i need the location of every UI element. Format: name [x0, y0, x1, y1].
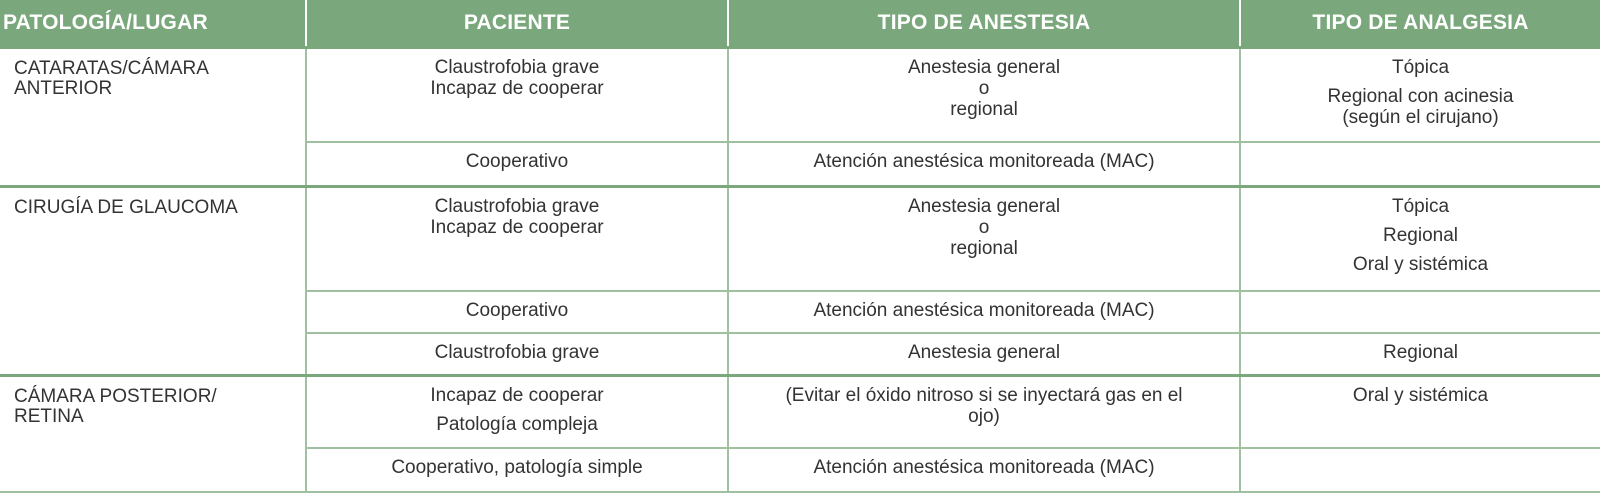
analgesia-line: Oral y sistémica: [1352, 385, 1489, 406]
analgesia-line: Regional: [1383, 342, 1458, 363]
pathology-line: ANTERIOR: [14, 78, 113, 99]
anesthesia-line: ojo): [968, 406, 1000, 427]
analgesia-cell: [1240, 291, 1600, 333]
header-anesthesia-type: TIPO DE ANESTESIA: [728, 0, 1240, 48]
analgesia-cell: [1240, 333, 1600, 376]
pathology-cell: [0, 48, 306, 187]
patient-line: Patología compleja: [436, 414, 598, 435]
patient-cell: [306, 448, 728, 492]
analgesia-cell: [1240, 187, 1600, 292]
patient-line: Claustrofobia grave: [434, 57, 600, 78]
analgesia-line: Tópica: [1391, 57, 1450, 78]
anesthesia-line: o: [978, 78, 990, 99]
anesthesia-line: Anestesia general: [907, 342, 1061, 363]
patient-cell: [306, 142, 728, 187]
pathology-cell: [0, 376, 306, 493]
analgesia-line: Regional: [1383, 225, 1458, 246]
table-row: [0, 187, 1600, 292]
header-patient: PACIENTE: [306, 0, 728, 48]
anesthesia-cell: [728, 291, 1240, 333]
patient-cell: [306, 187, 728, 292]
pathology-line: CIRUGÍA DE GLAUCOMA: [14, 197, 238, 218]
analgesia-line: Tópica: [1391, 196, 1450, 217]
header-row: [0, 0, 1600, 48]
patient-line: Incapaz de cooperar: [430, 385, 604, 406]
pathology-line: CATARATAS/CÁMARA: [14, 58, 209, 79]
patient-line: Cooperativo: [465, 151, 569, 172]
header-pathology: PATOLOGÍA/LUGAR: [0, 0, 306, 48]
anesthesia-cell: [728, 333, 1240, 376]
analgesia-cell: [1240, 448, 1600, 492]
patient-cell: [306, 291, 728, 333]
pathology-line: CÁMARA POSTERIOR/: [14, 386, 217, 407]
anesthesia-cell: [728, 187, 1240, 292]
pathology-cell: [0, 187, 306, 376]
patient-line: Claustrofobia grave: [434, 196, 600, 217]
patient-line: Incapaz de cooperar: [430, 78, 604, 99]
analgesia-cell: [1240, 376, 1600, 449]
patient-cell: [306, 48, 728, 143]
anesthesia-cell: [728, 376, 1240, 449]
anesthesia-line: regional: [950, 238, 1018, 259]
header-analgesia-type: TIPO DE ANALGESIA: [1240, 0, 1600, 48]
table-row: [0, 376, 1600, 449]
analgesia-cell: [1240, 48, 1600, 143]
anesthesia-line: Atención anestésica monitoreada (MAC): [813, 151, 1155, 172]
anesthesia-line: Anestesia general: [907, 57, 1061, 78]
anesthesia-cell: [728, 48, 1240, 143]
anesthesia-line: Anestesia general: [907, 196, 1061, 217]
anesthesia-line: regional: [950, 99, 1018, 120]
pathology-line: RETINA: [14, 406, 84, 427]
analgesia-cell: [1240, 142, 1600, 187]
anesthesia-line: o: [978, 217, 990, 238]
patient-line: Cooperativo: [465, 300, 569, 321]
patient-line: Cooperativo, patología simple: [391, 457, 643, 478]
table-row: [0, 48, 1600, 143]
patient-cell: [306, 376, 728, 449]
anesthesia-line: Atención anestésica monitoreada (MAC): [813, 300, 1155, 321]
anesthesia-line: (Evitar el óxido nitroso si se inyectará gas en el: [785, 385, 1183, 406]
anesthesia-cell: [728, 448, 1240, 492]
patient-line: Claustrofobia grave: [434, 342, 600, 363]
analgesia-line: Regional con acinesia: [1327, 86, 1514, 107]
patient-cell: [306, 333, 728, 376]
anesthesia-cell: [728, 142, 1240, 187]
analgesia-line: Oral y sistémica: [1352, 254, 1489, 275]
anesthesia-line: Atención anestésica monitoreada (MAC): [813, 457, 1155, 478]
patient-line: Incapaz de cooperar: [430, 217, 604, 238]
analgesia-line: (según el cirujano): [1342, 107, 1499, 128]
